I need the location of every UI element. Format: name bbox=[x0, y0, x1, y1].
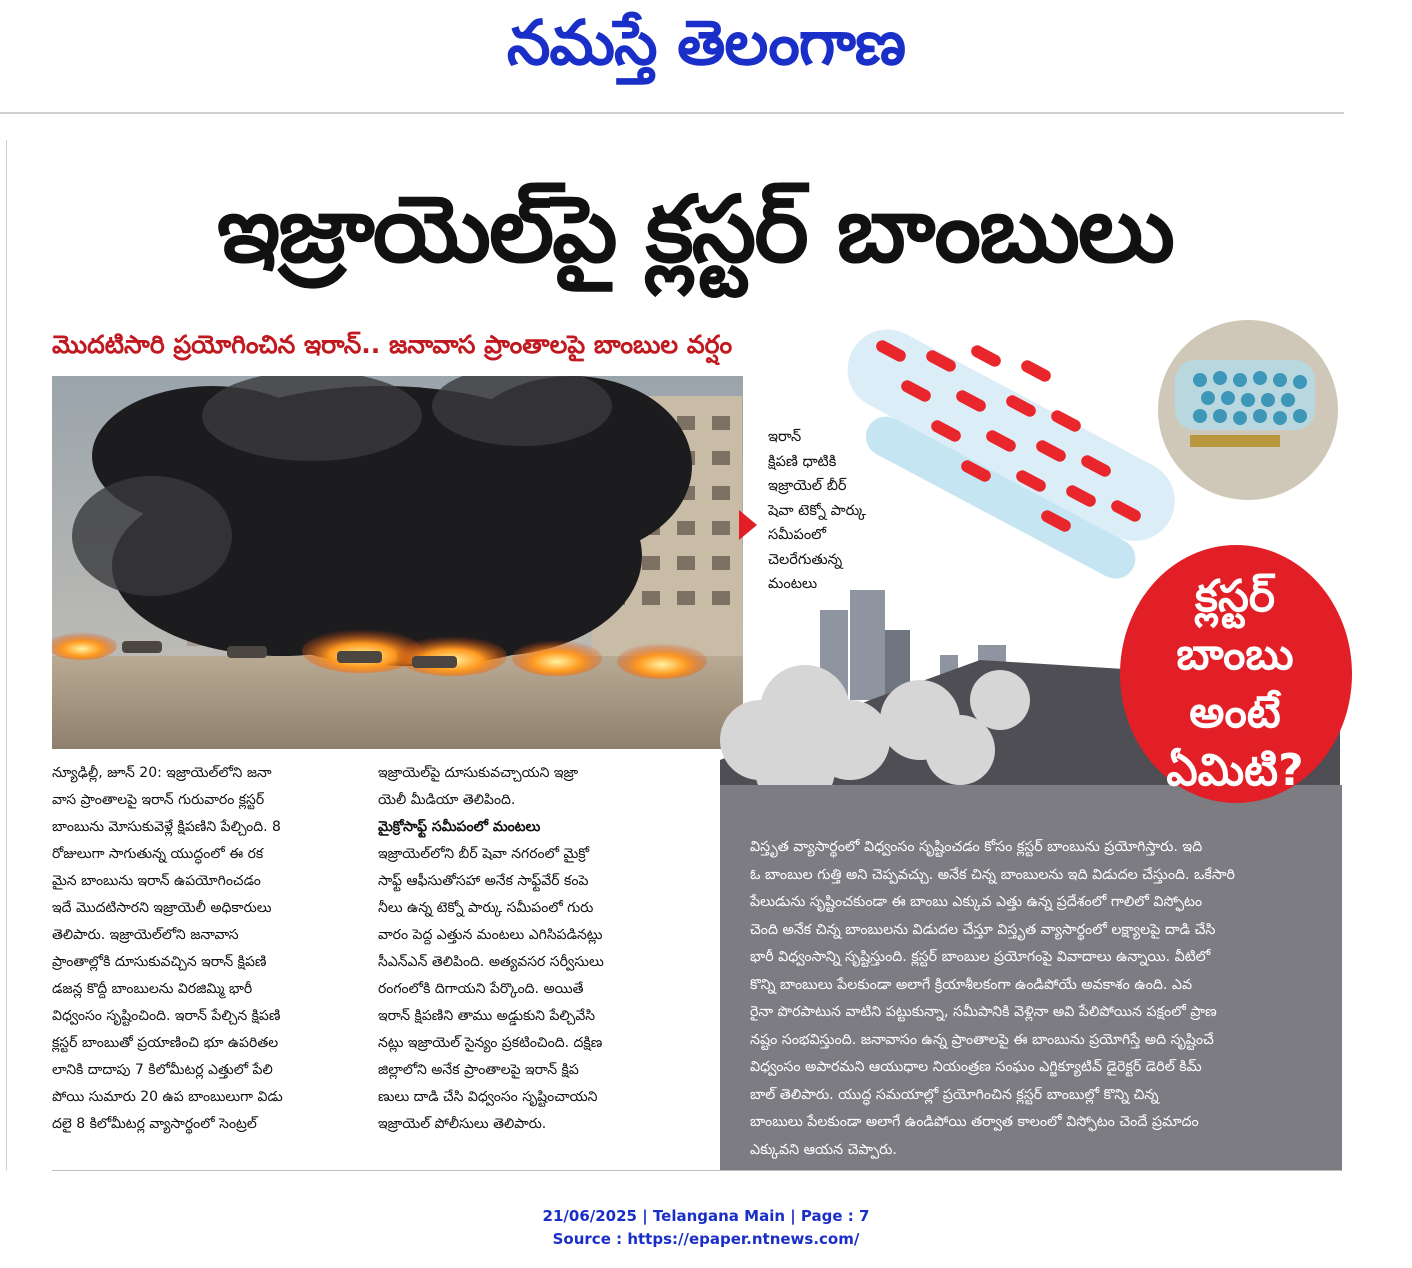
article-line: ఇజ్రాయెల్‌పై దూసుకువచ్చాయని ఇజ్రా bbox=[378, 765, 579, 781]
explanation-line: విధ్వంసం అపారమని ఆయుధాల నియంత్రణ సంఘం ఎగ్జిక్యూటివ్ డైరెక్టర్ డెరిల్ కిమ్ bbox=[750, 1059, 1202, 1075]
caption-line: చెలరేగుతున్న bbox=[768, 551, 843, 568]
article-line: విధ్వంసం సృష్టించింది. ఇరాన్ పేల్చిన క్షిపణి bbox=[52, 1008, 281, 1024]
article-line: వాస ప్రాంతాలపై ఇరాన్ గురువారం క్లస్టర్ bbox=[52, 792, 265, 808]
article-line: ఇరాన్ క్షిపణిని తాము అడ్డుకుని పేల్చివేసి bbox=[378, 1008, 596, 1024]
article-line: ఇజ్రాయెల్‌లోని బీర్ షెవా నగరంలో మైక్రో bbox=[378, 846, 590, 862]
caption-line: సమీపంలో bbox=[768, 527, 827, 543]
explanation-line: ఓ బాంబుల గుత్తి అని చెప్పవచ్చు. అనేక చిన్న బాంబులను ఇది విడుదల చేస్తుంది. ఒకేసారి bbox=[750, 866, 1235, 883]
masthead-divider bbox=[0, 112, 1344, 114]
article-line: యెలీ మీడియా తెలిపింది. bbox=[378, 792, 516, 808]
explanation-line: బాల్ తెలిపారు. యుద్ధ సమయాల్లో ప్రయోగించిన క్లస్టర్ బాంబుల్లో కొన్ని చిన్న bbox=[750, 1086, 1159, 1103]
source-link[interactable]: Source : https://epaper.ntnews.com/ bbox=[552, 1230, 860, 1248]
caption-line: క్షిపణి ధాటికి bbox=[768, 453, 837, 470]
caption-line: ఇరాన్ bbox=[768, 429, 802, 445]
article-line: లానికి దాదాపు 7 కిలోమీటర్ల ఎత్తులో పేలి bbox=[52, 1062, 273, 1078]
explanation-line: విస్తృత వ్యాసార్థంలో విధ్వంసం సృష్టించడం కోసం క్లస్టర్ బాంబును ప్రయోగిస్తారు. ఇది bbox=[750, 839, 1203, 855]
explanation-line: చెంది అనేక చిన్న బాంబులను విడుదల చేస్తూ విస్తృత వ్యాసార్థంలో లక్ష్యాలపై దాడి చేసి bbox=[750, 921, 1216, 938]
explanation-line: రైనా పొరపాటున వాటిని పట్టుకున్నా, సమీపానికి వెళ్లినా అవి పేలిపోయిన పక్షంలో ప్రాణ bbox=[750, 1004, 1217, 1020]
article-line: రంగంలోకి దిగాయని పేర్కొంది. అయితే bbox=[378, 981, 584, 997]
article-line: నట్లు ఇజ్రాయెల్ సైన్యం ప్రకటించింది. దక్షిణ bbox=[378, 1035, 603, 1051]
explanation-line: ఎక్కువని ఆయన చెప్పారు. bbox=[750, 1141, 897, 1158]
article-line: సాఫ్ట్ ఆఫీసుతోసహా అనేక సాఫ్ట్‌వేర్ కంపె bbox=[378, 873, 589, 889]
article-line: బాంబును మోసుకువెళ్లే క్షిపణిని పేల్చింది. 8 bbox=[52, 819, 281, 835]
news-photo-fire bbox=[52, 376, 743, 749]
explanation-line: నష్టం సంభవిస్తుంది. జనావాసం ఉన్న ప్రాంతాలపై ఈ బాంబును ప్రయోగిస్తే అది సృష్టించే bbox=[750, 1031, 1214, 1048]
article-line: దలై 8 కిలోమీటర్ల వ్యాసార్థంలో సెంట్రల్ bbox=[52, 1116, 257, 1132]
article-line: పోయి సుమారు 20 ఉప బాంబులుగా విడు bbox=[52, 1089, 283, 1105]
question-line: క్లస్టర్ bbox=[1195, 571, 1275, 622]
explanation-line: కొన్ని బాంబులు పేలకుండా అలాగే క్రియాశీలకంగా ఉండిపోయే అవకాశం ఉంది. ఎవ bbox=[750, 976, 1193, 993]
explanation-line: పేలుడును సృష్టించకుండా ఈ బాంబు ఎక్కువ ఎత్తు ఉన్న ప్రదేశంలో గాలిలో విస్ఫోటం bbox=[750, 894, 1203, 910]
article-line: జిల్లాలోని అనేక ప్రాంతాలపై ఇరాన్ క్షిప bbox=[378, 1062, 579, 1078]
article-column-1 bbox=[52, 760, 352, 1138]
article-line: ప్రాంతాల్లోకి దూసుకువచ్చిన ఇరాన్ క్షిపణి bbox=[52, 954, 267, 970]
question-line: ఏమిటి? bbox=[1166, 745, 1304, 796]
article-line: రోజులుగా సాగుతున్న యుద్ధంలో ఈ రక bbox=[52, 846, 264, 862]
explanation-text bbox=[750, 834, 1325, 1164]
explanation-line: భారీ విధ్వంసాన్ని సృష్టిస్తుంది. క్లస్టర్ బాంబుల ప్రయోగంపై వివాదాలు ఉన్నాయి. వీటిలో bbox=[750, 949, 1211, 965]
article-line: ఇజ్రాయెల్ పోలీసులు తెలిపారు. bbox=[378, 1116, 547, 1132]
article-column-2 bbox=[378, 760, 708, 1138]
question-line: బాంబు bbox=[1176, 629, 1294, 680]
newspaper-logo: నమస్తే తెలంగాణ bbox=[506, 6, 906, 79]
page-bottom-divider bbox=[52, 1170, 1342, 1171]
caption-line: ఇజ్రాయెల్ బీర్ bbox=[768, 478, 847, 494]
article-line: మైన బాంబును ఇరాన్ ఉపయోగించడం bbox=[52, 873, 261, 889]
article-line: ణులు దాడి చేసి విధ్వంసం సృష్టించాయని bbox=[378, 1089, 598, 1105]
subheadline: మొదటిసారి ప్రయోగించిన ఇరాన్.. జనావాస ప్రాంతాలపై బాంబుల వర్షం bbox=[52, 330, 733, 359]
edition-info: 21/06/2025 | Telangana Main | Page : 7 bbox=[542, 1207, 870, 1225]
question-line: అంటే bbox=[1189, 687, 1281, 738]
article-line: నీలు ఉన్న టెక్నో పార్కు సమీపంలో గురు bbox=[378, 900, 594, 916]
caption-line: మంటలు bbox=[768, 576, 818, 592]
explanation-line: బాంబులు పేలకుండా అలాగే ఉండిపోయి తర్వాత కాలంలో విస్ఫోటం చెందే ప్రమాదం bbox=[750, 1114, 1199, 1130]
article-line: వారం పెద్ద ఎత్తున మంటలు ఎగిసిపడినట్లు bbox=[378, 927, 603, 943]
headline: ఇజ్రాయెల్‌పై క్లస్టర్ బాంబులు bbox=[217, 176, 1173, 283]
question-heading bbox=[1120, 568, 1350, 800]
article-line: తెలిపారు. ఇజ్రాయెల్‌లోని జనావాస bbox=[52, 927, 239, 943]
caption-line: షెవా టెక్నో పార్కు bbox=[768, 502, 867, 519]
page-left-border bbox=[0, 140, 7, 1170]
article-subheading: మైక్రోసాఫ్ట్ సమీపంలో మంటలు bbox=[378, 819, 541, 835]
article-line: డజన్ల కొద్దీ బాంబులను విరజిమ్మి భారీ bbox=[52, 981, 253, 997]
article-line: ఇదే మొదటిసారని ఇజ్రాయెలీ అధికారులు bbox=[52, 900, 272, 916]
masthead bbox=[0, 0, 1412, 118]
article-line: సీఎన్ఎన్ తెలిపింది. అత్యవసర సర్వీసులు bbox=[378, 954, 604, 970]
article-line: న్యూఢిల్లీ, జూన్ 20: ఇజ్రాయెల్‌లోని జనా bbox=[52, 765, 272, 781]
page-footer bbox=[0, 1205, 1412, 1251]
article-line: క్లస్టర్ బాంబుతో ప్రయాణించి భూ ఉపరితల bbox=[52, 1035, 279, 1051]
